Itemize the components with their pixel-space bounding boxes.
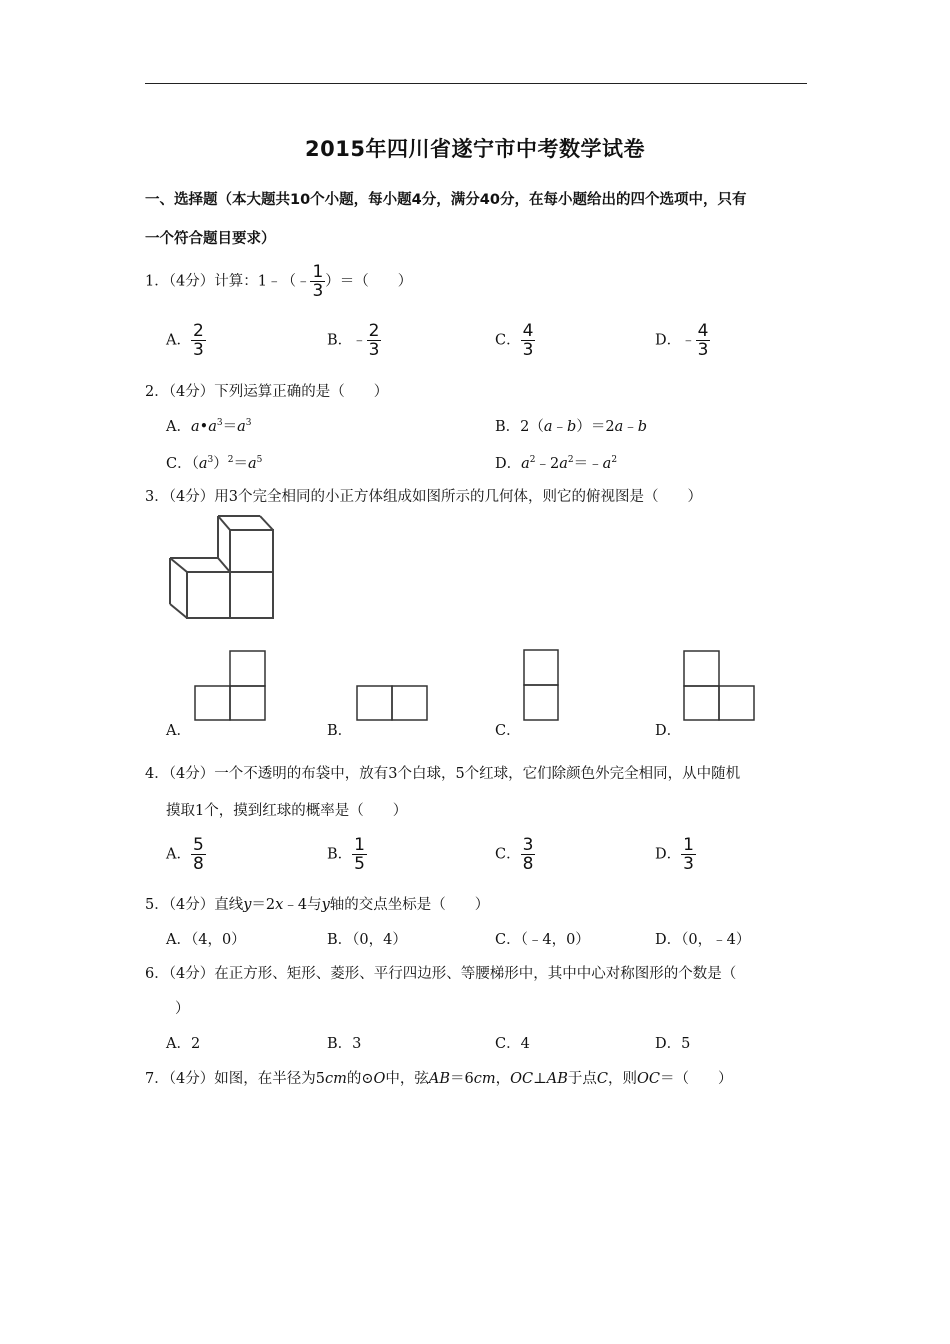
- q3-option-d-label[interactable]: D．: [655, 723, 682, 739]
- question-number: 6．: [145, 966, 169, 982]
- section-heading-line1: 一、选择题（本大题共10个小题，每小题4分，满分40分，在每小题给出的四个选项中，只有: [145, 192, 747, 208]
- question-6-line2: ）: [175, 1001, 190, 1017]
- q6-option-a[interactable]: A．2: [166, 1036, 201, 1052]
- question-number: 2．: [145, 384, 169, 400]
- cube-figure: [160, 510, 285, 625]
- q6-option-d[interactable]: D．5: [655, 1036, 691, 1052]
- question-number: 5．: [145, 897, 169, 913]
- question-text: 下列运算正确的是（ ）: [214, 384, 389, 400]
- question-4: [145, 762, 740, 783]
- question-number: 3．: [145, 489, 169, 505]
- q4-option-c[interactable]: C． $\frac{3}{8}$: [495, 835, 534, 874]
- page-title: 2015年四川省遂宁市中考数学试卷: [305, 137, 645, 161]
- question-text: 一个不透明的布袋中，放有3个白球，5个红球，它们除颜色外完全相同，从中随机: [214, 766, 741, 782]
- question-text: 用3个完全相同的小正方体组成如图所示的几何体，则它的俯视图是（ ）: [214, 489, 702, 505]
- question-3: [145, 485, 702, 506]
- question-text: 在正方形、矩形、菱形、平行四边形、等腰梯形中，其中中心对称图形的个数是（: [214, 966, 737, 982]
- q6-option-b[interactable]: B．3: [327, 1036, 362, 1052]
- q1-option-a[interactable]: A． $\frac{2}{3}$: [166, 321, 204, 360]
- question-score: （4分）: [168, 1071, 215, 1087]
- q5-option-a[interactable]: A．（4，0）: [166, 932, 246, 948]
- q6-option-c[interactable]: C．4: [495, 1036, 530, 1052]
- q3-option-d-figure[interactable]: [682, 650, 756, 722]
- question-7: 7．（4分）如图，在半径为5cm的⊙O中，弦AB＝6cm，OC⊥AB于点C，则OC＝（ ）: [145, 1071, 733, 1087]
- q5-option-c[interactable]: C．（﹣4，0）: [495, 932, 590, 948]
- q3-option-a-label[interactable]: A．: [166, 723, 191, 739]
- q3-option-a-figure[interactable]: [193, 650, 267, 722]
- q2-option-b[interactable]: B．2（a﹣b）＝2a﹣b: [495, 419, 648, 435]
- question-score: （4分）: [168, 897, 215, 913]
- header-rule: [145, 83, 807, 84]
- question-score: （4分）: [168, 384, 215, 400]
- q1-option-c[interactable]: C． $\frac{4}{3}$: [495, 321, 534, 360]
- fraction: $\frac{1}{3}$: [312, 262, 324, 301]
- q2-option-a[interactable]: A．$a•a^3=a^3$: [166, 418, 252, 435]
- q2-option-c[interactable]: C．$(a^3)^2=a^5$: [166, 455, 263, 472]
- question-score: （4分）: [168, 273, 215, 290]
- q3-option-b-label[interactable]: B．: [327, 723, 353, 739]
- question-number: 7．: [145, 1071, 169, 1087]
- section-heading-line2: 一个符合题目要求）: [145, 231, 276, 247]
- question-6: [145, 962, 736, 983]
- question-1: [145, 263, 412, 300]
- question-2: [145, 380, 388, 401]
- q5-option-b[interactable]: B．（0，4）: [327, 932, 407, 948]
- q3-option-b-figure[interactable]: [355, 684, 429, 722]
- q5-option-d[interactable]: D．（0，﹣4）: [655, 932, 751, 948]
- q4-option-a[interactable]: A． $\frac{5}{8}$: [166, 835, 204, 874]
- question-score: （4分）: [168, 966, 215, 982]
- question-text: ）＝（ ）: [325, 273, 413, 290]
- q2-option-d[interactable]: D．$a^2﹣2a^2=﹣a^2$: [495, 455, 618, 472]
- q3-option-c-label[interactable]: C．: [495, 723, 521, 739]
- question-number: 1．: [145, 273, 169, 290]
- question-score: （4分）: [168, 766, 215, 782]
- question-text: 计算：1﹣（﹣: [214, 273, 311, 290]
- q1-option-b[interactable]: B．﹣ $\frac{2}{3}$: [327, 321, 380, 360]
- q1-option-d[interactable]: D．﹣ $\frac{4}{3}$: [655, 321, 709, 360]
- question-5: 5．（4分）直线y＝2x﹣4与y轴的交点坐标是（ ）: [145, 897, 490, 913]
- question-number: 4．: [145, 766, 169, 782]
- q4-option-b[interactable]: B． $\frac{1}{5}$: [327, 835, 365, 874]
- q3-option-c-figure[interactable]: [522, 648, 560, 722]
- question-4-line2: 摸取1个，摸到红球的概率是（ ）: [166, 803, 408, 819]
- question-score: （4分）: [168, 489, 215, 505]
- q4-option-d[interactable]: D． $\frac{1}{3}$: [655, 835, 694, 874]
